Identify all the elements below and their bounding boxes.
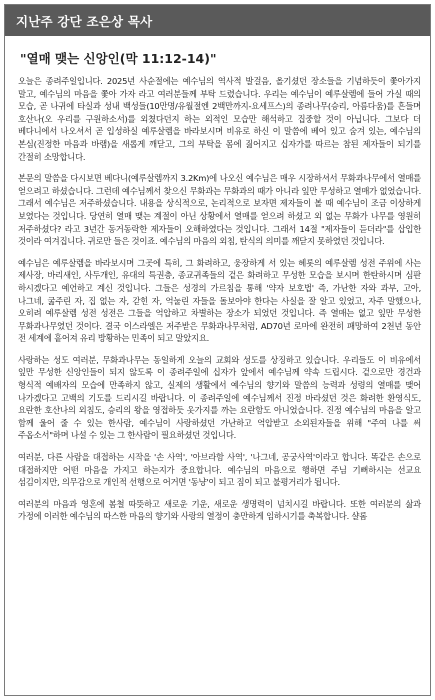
paragraph: 본문의 말씀을 다시보면 베다니(예루살렘까지 3.2Km)에 나오신 예수님은 매우 시장하셔서 무화과나무에서 열매를 얻으려고 하셨습니다. 그런데 예수님께서 찾으신 무화과는 무화과의 때가 아니라 잎만 무성하고 열매가 없었습니다. 그래서 예수님은 저주하셨습니다. 내용을 상식적으로, 논리적으로 보자면 제자들이 볼 때 예수님이 조금 이상하게 보였다는 것입니다. 당연히 열매 맺는 계절이 아닌 상황에서 열매를 얻으려 하셨고 외 없는 무화가 나무를 영원히 저주하셨다? 라고 3년간 동거동락한 제자들이 오해하였다는 것입니다. 그래서 14절 "제자들이 듣더라"를 삽입한 것이라 여겨집니다. 귀로만 들은 것이죠. 예수님의 마음의 외침, 탄식의 의미를 깨닫지 못하였던 것입니다. [18,173,421,247]
paragraph: 오늘은 종려주일입니다. 2025년 사순절에는 예수님의 역사적 발걸음, 올기셨던 장소들을 기념하듯이 쫓아가지 말고, 예수님의 마음을 쫓아 가자 라고 여러분들께 부탁 드렸습니다. 우리는 예수님이 예루살렘에 들어 가실 때의 모습, 곧 나귀에 타실과 성내 백성들(10만명/유월절엔 2백만까지-요세프스)의 종려나무(승리, 아름다움)를 흔들며 호산나(오 우리를 구원하소서)를 외쳤다던지 하는 외적인 모습만 해석하고 집중할 것이 아닙니다. 그보다 더 베다니에서 나오셔서 곧 입성하실 예루살렘을 바라보시며 비유로 하신 이 말씀에 베어 있고 숨겨 있는, 예수님의 본심(진정한 마음과 바램)을 새롭게 깨닫고, 그의 부탁을 몸에 짊어지고 십자가를 따르는 참된 제자들이 되기를 간절히 소망합니다. [18,76,421,162]
paragraph: 여러분의 마음과 영혼에 봄철 따뜻하고 새로운 기운, 새로운 생명력이 넘치시길 바랍니다. 또한 여러분의 삶과 가정에 이러한 예수님의 따스한 마음의 향기와 사랑의 열정이 충만하게 임하시기를 축복합니다. 샬롬 [18,498,421,522]
header-bar [5,5,430,36]
sermon-body [18,75,421,532]
sermon-card [4,4,431,696]
sermon-title: "열매 맺는 신앙인(막 11:12-14)" [20,51,217,66]
paragraph: 예수님은 예루살렘을 바라보시며 그곳에 특히, 그 화려하고, 웅장하게 서 있는 헤롯의 예루살렘 성전 주위에 사는 제사장, 바리새인, 사두개인, 유대의 특권층, 종교귀족들의 겉은 화려하고 무성한 모습을 보시며 한탄하시며 심판 하시겠다고 예언하고 계신 것입니다. 그들은 성경의 가르침을 통해 '약자 보호법' 즉, 가난한 자와 과부, 고아, 나그네, 굶주린 자, 집 없는 자, 갇힌 자, 억눌린 자들을 돌보아야 한다는 사실을 잘 알고 있었고, 자주 말했으나, 오히려 예루살렘 성전 성전은 그들을 억압하고 차별하는 장소가 되었던 것입니다. 즉 열매는 없고 잎만 무성한 무화과나무였던 것이다. 결국 이스라엘은 저주받은 무화과나무처럼, AD70년 로마에 완전히 패망하여 2천년 동안 전 세계에 흩어져 유리 방황하는 민족이 되고 말았지요. [18,257,421,344]
paragraph: 여러분, 다른 사람을 대접하는 시작을 '손 사역', '아브라함 사역', '나그네, 공궁사역'이라고 합니다. 똑같은 손으로 대접하지만 어떤 마음을 가지고 하는지가 중요합니다. 예수님의 마음으로 행하면 주님 기뻐하시는 선교요 섬김이지만, 의무감으로 개인적 선행으로 어거면 '동냥'이 되고 짐이 되고 불평거리가 됩니다. [18,452,421,488]
header-label: 지난주 강단 조은상 목사 [16,13,153,29]
paragraph: 사랑하는 성도 여러분, 무화과나무는 동일하게 오늘의 교회와 성도를 상징하고 있습니다. 우리들도 이 비유에서 잎만 무성한 신앙인들이 되지 않도록 이 종려주일에 십자가 앞에서 예수님께 약속 드립시다. 겉으로만 경건과 형식적 예배자의 모습에 만족하지 않고, 실제의 생활에서 예수님의 향기와 말씀의 능력과 성령의 열매를 맺어 나가겠다고 고백의 기도를 드리시길 바랍니다. 이 종려주일에 예수님께서 진정 바라셨던 것은 화려한 환영식도, 요란한 호산나의 외침도, 승리의 왕을 영접하듯 옷가지를 까는 요란함도 아니었습니다. 진정 예수님의 마음을 알고 함께 울어 줄 수 있는 한사람, 예수님이 사랑하셨던 가난하고 억압받고 소외된자들을 위해 "주여 나를 써 주옵소서"하며 나설 수 있는 그 한사람이 필요하셨던 것입니다. [18,354,421,441]
